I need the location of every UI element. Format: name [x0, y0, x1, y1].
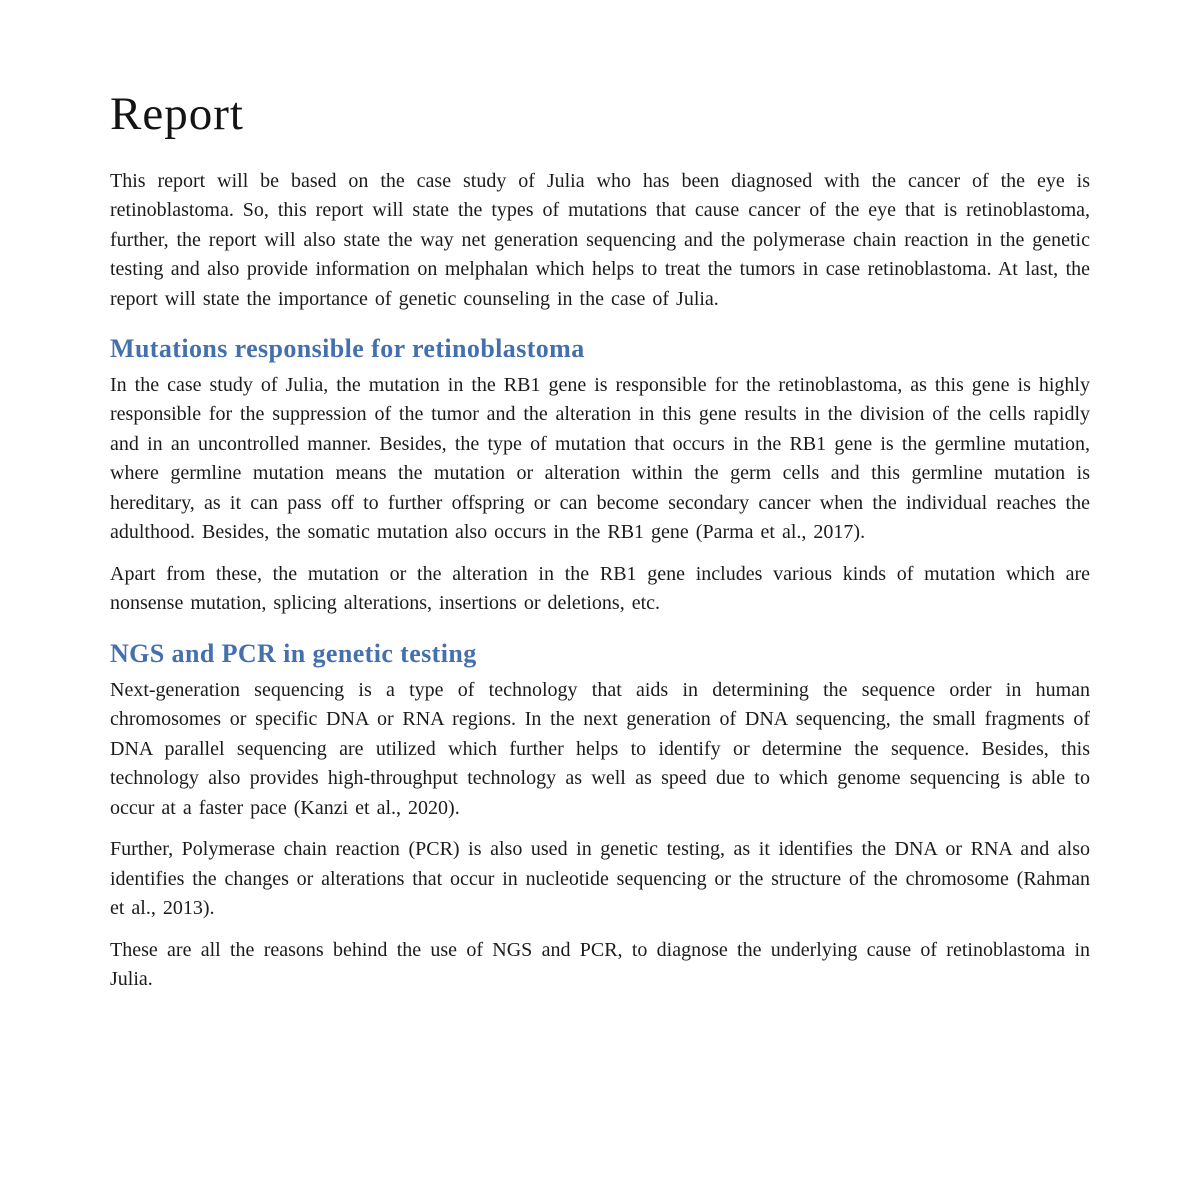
document-title: Report [110, 88, 244, 140]
intro-paragraph: This report will be based on the case study of Julia who has been diagnosed with the cancer of the eye is retinoblastoma. So, this report will state the types of mutations that cause cancer of the eye that is retinoblastoma, further, the report will also state the way net generation sequencing and the polymerase chain reaction in the genetic testing and also provide information on melphalan which helps to treat the tumors in case retinoblastoma. At last, the report will state the importance of genetic counseling in the case of Julia. [110, 169, 1090, 310]
paragraph-mutation-kinds: Apart from these, the mutation or the alteration in the RB1 gene includes various kinds of mutation which are nonsense mutation, splicing alterations, insertions or deletions, etc. [110, 562, 1090, 615]
section-heading-mutations: Mutations responsible for retinoblastoma [110, 334, 585, 364]
paragraph-conclusion: These are all the reasons behind the use of NGS and PCR, to diagnose the underlying cause of retinoblastoma in Julia. [110, 938, 1090, 991]
paragraph-ngs: Next-generation sequencing is a type of technology that aids in determining the sequence order in human chromosomes or specific DNA or RNA regions. In the next generation of DNA sequencing, the small fragments of DNA parallel sequencing are utilized which further helps to identify or determine the sequence. Besides, this technology also provides high-throughput technology as well as speed due to which genome sequencing is able to occur at a faster pace (Kanzi et al., 2020). [110, 678, 1090, 819]
section-heading-ngs-pcr: NGS and PCR in genetic testing [110, 638, 477, 668]
paragraph-rb1-mutation: In the case study of Julia, the mutation in the RB1 gene is responsible for the retinoblastoma, as this gene is highly responsible for the suppression of the tumor and the alteration in this gene results in the division of the cells rapidly and in an uncontrolled manner. Besides, the type of mutation that occurs in the RB1 gene is the germline mutation, where germline mutation means the mutation or alteration within the germ cells and this germline mutation is hereditary, as it can pass off to further offspring or can become secondary cancer when the individual reaches the adulthood. Besides, the somatic mutation also occurs in the RB1 gene (Parma et al., 2017). [110, 373, 1090, 544]
paragraph-pcr: Further, Polymerase chain reaction (PCR) is also used in genetic testing, as it identifies the DNA or RNA and also identifies the changes or alterations that occur in nucleotide sequencing or the structure of the chromosome (Rahman et al., 2013). [110, 838, 1090, 920]
